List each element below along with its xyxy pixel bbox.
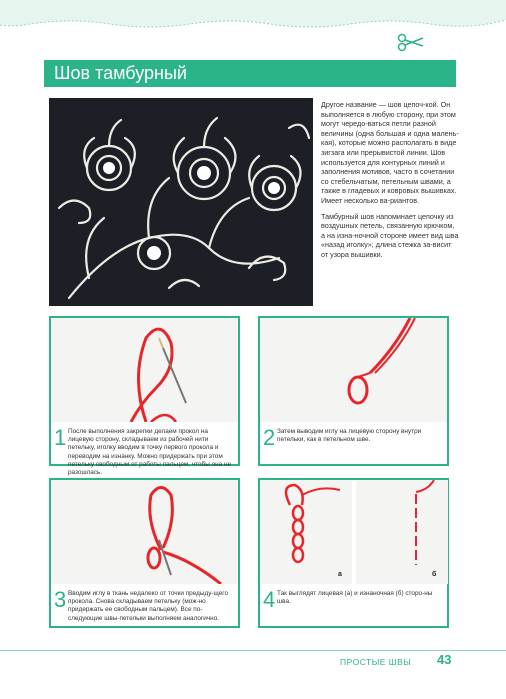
step-2-text: Затем выводим иглу на лицевую сторону внутри петельки, как в петельном шве.: [277, 428, 422, 444]
step-2-card: [258, 316, 449, 466]
step-3-text: Вводим иглу в ткань недалеко от точки предыду-щего прокола. Снова складываем петельку (мож-но придержать ее свободным пальцем). Все по-следующие швы-петельки выполняем аналогично.: [68, 590, 228, 622]
step-1-card: [49, 316, 240, 477]
step-4-front-photo: [260, 480, 352, 584]
step-4-number: 4: [263, 587, 276, 612]
step-3-photo: [51, 480, 238, 584]
step-4-card: [258, 478, 449, 628]
step-3-number: 3: [54, 587, 67, 612]
header-wave-decoration: [0, 0, 506, 34]
intro-paragraph-2: Тамбурный шов напоминает цепочку из воздушных петель, связанную крючком, а на изна-ночной стороне имеет вид шва «назад иголку»; длина стежка за-висит от узора вышивки.: [321, 211, 459, 259]
step-1-number: 1: [54, 425, 67, 450]
label-front: а: [338, 571, 342, 578]
step-1-photo: [51, 318, 238, 422]
footer-section-title: ПРОСТЫЕ ШВЫ: [340, 657, 412, 667]
intro-text: [321, 100, 459, 266]
step-4-text: Так выглядят лицевая (а) и изнаночная (б) сторо-ны шва.: [277, 590, 433, 606]
step-4-back-photo: [356, 480, 448, 584]
embroidery-photo: [49, 98, 313, 306]
step-3-card: [49, 478, 240, 628]
footer-divider: [0, 650, 506, 651]
page-number: 43: [437, 652, 452, 667]
step-2-number: 2: [263, 425, 276, 450]
step-1-text: После выполнения закрепки делаем прокол на лицевую сторону, складываем из рабочей нити петельку, иголку вводим в точку первого прокола и переводим на изнанку. Можно придержать при этом петельку свободным от работы пальцем, чтобы она не разошлась.: [68, 428, 232, 477]
step-2-photo: [260, 318, 447, 422]
scissors-icon: [397, 32, 425, 52]
page-title: Шов тамбурный: [44, 60, 456, 87]
label-back: б: [432, 571, 437, 578]
intro-paragraph-1: Другое название — шов цепоч-кой. Он выполняется в любую сторону, при этом могут чередо-ваться петли разной величины (одна большая и одна малень-кая), которые можно располагать в виде зигзага или прерывистой линии. Шов используется для контурных линий и заполнения мотивов, часто в сочетании со стебельчатым, петельным швами, а также в гладевых и ковровых вышивках. Имеет несколько ва-риантов.: [321, 100, 459, 205]
